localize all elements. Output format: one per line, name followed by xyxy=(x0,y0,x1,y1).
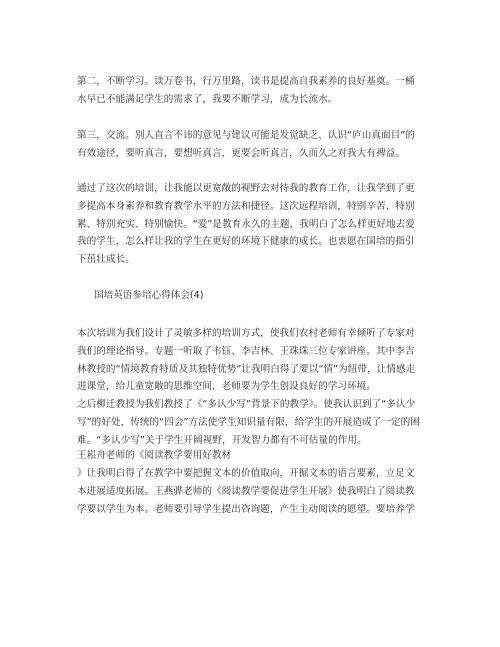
paragraph-reading-teaching: 》让我明白得了在教学中要把握文本的价值取向，开掘文本的语言要素，立足文本进展适度拓展。王燕骅老师的《阅读教学要促进学生开展》使我明白了阅读教学要以学生为本。老师要引导学生提出咨询题，产生主动阅读的愿望。要培养学 xyxy=(77,468,415,515)
paragraph-reading-teaching-title: 王崧舟老师的《阅读教学要用好教材 xyxy=(77,450,232,461)
paragraph-more-reading-less-writing: 之后柳迁教授为我们教授了《“多认少写”背景下的教学》。使我认识到了“多认少写”的好处，传统的“四会”方法使学生知识量有限，给学生的开展造成了一定的困难。“多认少写”关于学生开阔视野，开发智力都有不可估量的作用。 xyxy=(77,399,420,446)
paragraph-communication: 第三，交流。别人直言不讳的意见与建议可能是发觉缺乏、认识“庐山真面目”的有效途径，要听真言，要想听真言，更要会听真言，久而久之对我大有裨益。 xyxy=(77,130,415,159)
section-heading: 国培英语参培心得体会(4) xyxy=(94,290,204,301)
paragraph-continuous-learning: 第二，不断学习。读万卷书，行万里路，读书是提高自我素养的良好基奠。一桶水早已不能满足学生的需求了，我要不断学习，成为长流水。 xyxy=(77,76,415,105)
paragraph-training-reflection: 通过了这次的培训，让我能以更宽敞的视野去对待我的教育工作，让我学到了更多提高本身素养和教育教学水平的方法和捷径。这次远程培训，特别辛苦、特别累、特别充实、特别愉快。“爱”是教育永久的主题，我明白了怎么样更好地去爱我的学生，怎么样让我的学生在更好的环境下健康的成长。也衷愿在国培的指引下茁壮成长。 xyxy=(77,183,415,266)
paragraph-training-methods: 本次培训为我们设计了灵敏多样的培训方式，使我们农村老师有幸倾听了专家对我们的理论指导。专题一听取了韦钰、李吉林、王珠珠三位专家讲座。其中李吉林教授的“情境教育特质及其独特优势”让我明白得了要以“情”为纽带，让情感走进课堂，给儿童宽敞的思维空间，老师要为学生创设良好的学习环境。 xyxy=(77,328,416,393)
